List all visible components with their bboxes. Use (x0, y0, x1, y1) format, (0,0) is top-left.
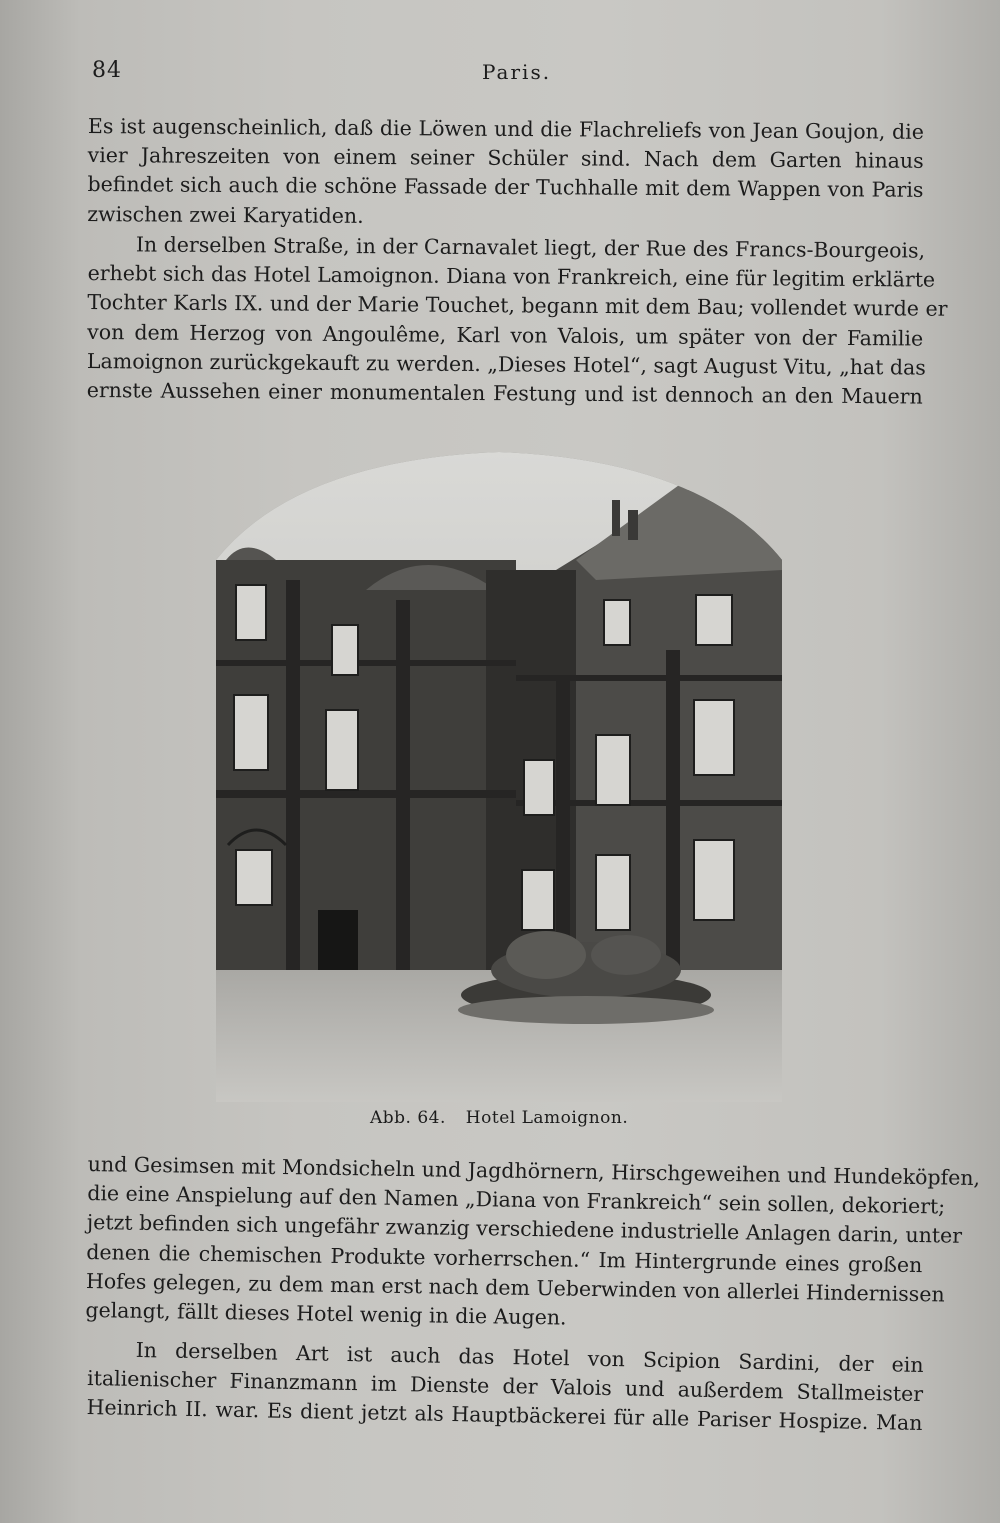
text-line: befindet sich auch die schöne Fassade der Tuchhalle mit dem Wappen von Paris (87, 172, 924, 203)
text-line: gelangt, fällt dieses Hotel wenig in die Augen. (85, 1297, 567, 1330)
text-line: und Gesimsen mit Mondsicheln und Jagdhörnern, Hirschgeweihen und Hundeköpfen, (87, 1151, 981, 1191)
text-line: denen die chemischen Produkte vorherrschen.“ Im Hintergrunde eines großen (86, 1239, 923, 1277)
text-line: die eine Anspielung auf den Namen „Diana von Frankreich“ sein sollen, dekoriert; (87, 1181, 946, 1219)
text-line: In derselben Art ist auch das Hotel von Scipion Sardini, der ein (135, 1337, 924, 1378)
page-number: 84 (92, 58, 122, 83)
text-line: italienischer Finanzmann im Dienste der Valois und außerdem Stallmeister (86, 1366, 924, 1407)
paragraph-4 (86, 1335, 924, 1439)
text-line: Heinrich II. war. Es dient jetzt als Hauptbäckerei für alle Pariser Hospize. Man (86, 1395, 923, 1436)
text-line: In derselben Straße, in der Carnavalet liegt, der Rue des Francs-Bourgeois, (135, 232, 926, 263)
text-line: Hofes gelegen, zu dem man erst nach dem Ueberwinden von allerlei Hindernissen (85, 1268, 945, 1307)
paragraph-1 (87, 112, 924, 235)
text-line: ernste Aussehen einer monumentalen Festung und ist dennoch an den Mauern (86, 378, 923, 409)
building-photo-illustration (216, 450, 782, 1102)
text-line: von dem Herzog von Angoulême, Karl von Valois, um später von der Familie (87, 319, 924, 351)
page-header (0, 58, 1000, 88)
paragraph-3 (85, 1150, 981, 1338)
text-line: zwischen zwei Karyatiden. (87, 201, 364, 228)
figure-label: Abb. 64. (370, 1108, 446, 1128)
text-line: erhebt sich das Hotel Lamoignon. Diana von Frankreich, eine für legitim erklärte (87, 261, 936, 292)
figure-caption (370, 1108, 642, 1128)
text-line: vier Jahreszeiten von einem seiner Schüler sind. Nach dem Garten hinaus (87, 143, 924, 174)
running-title: Paris. (482, 60, 552, 84)
figure-title: Hotel Lamoignon. (465, 1108, 629, 1128)
paragraph-2 (86, 230, 948, 412)
text-line: Lamoignon zurückgekauft zu werden. „Dieses Hotel“, sagt August Vitu, „hat das (86, 348, 926, 380)
figure-photograph (216, 450, 782, 1102)
text-line: jetzt befinden sich ungefähr zwanzig verschiedene industrielle Anlagen darin, unter (86, 1210, 963, 1249)
text-line: Tochter Karls IX. und der Marie Touchet, begann mit dem Bau; vollendet wurde er (87, 290, 948, 322)
text-line: Es ist augenscheinlich, daß die Löwen und die Flachreliefs von Jean Goujon, die (87, 113, 924, 144)
